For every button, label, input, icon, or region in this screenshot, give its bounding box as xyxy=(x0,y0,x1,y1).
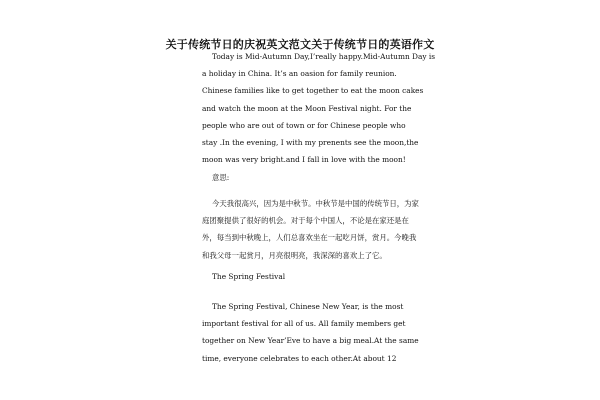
text-line: 庭团聚提供了很好的机会。对于每个中国人，不论是在家还是在 xyxy=(202,216,409,226)
paragraph-spring-festival xyxy=(202,298,422,367)
text-line: people who are out of town or for Chinese people who xyxy=(202,120,406,130)
text-line: stay .In the evening, I with my prenents see the moon,the xyxy=(202,137,419,147)
text-line: a holiday in China. It’s an oasion for family reunion. xyxy=(202,69,397,79)
text-line: important festival for all of us. All family members get xyxy=(202,319,406,329)
text-line: Chinese families like to get together to eat the moon cakes xyxy=(202,86,424,96)
text-line: 和我父母一起赏月，月亮很明亮，我深深的喜欢上了它。 xyxy=(202,250,387,260)
text-line: 今天我很高兴，因为是中秋节。中秋节是中国的传统节日，为家 xyxy=(212,199,419,208)
text-line: The Spring Festival, Chinese New Year, is the most xyxy=(212,302,404,311)
text-line: Today is Mid-Autumn Day,I’really happy.Mid-Autumn Day is xyxy=(212,52,436,61)
text-line: moon was very bright.and I fall in love with the moon! xyxy=(202,155,406,165)
text-line: 外，每当到中秋晚上，人们总喜欢坐在一起吃月饼，赏月。今晚我 xyxy=(202,233,417,243)
section-heading-spring-festival: The Spring Festival xyxy=(212,272,286,281)
text-line: and watch the moon at the Moon Festival night. For the xyxy=(202,103,412,113)
paragraph-mid-autumn-english xyxy=(202,48,436,168)
meaning-label: 意思: xyxy=(212,173,230,182)
paragraph-mid-autumn-chinese xyxy=(202,195,422,264)
document-title: 关于传统节日的庆祝英文范文关于传统节日的英语作文 xyxy=(165,38,435,51)
text-line: time, everyone celebrates to each other.At about 12 xyxy=(202,353,397,363)
text-line: together on New Year’Eve to have a big meal.At the same xyxy=(202,336,419,346)
